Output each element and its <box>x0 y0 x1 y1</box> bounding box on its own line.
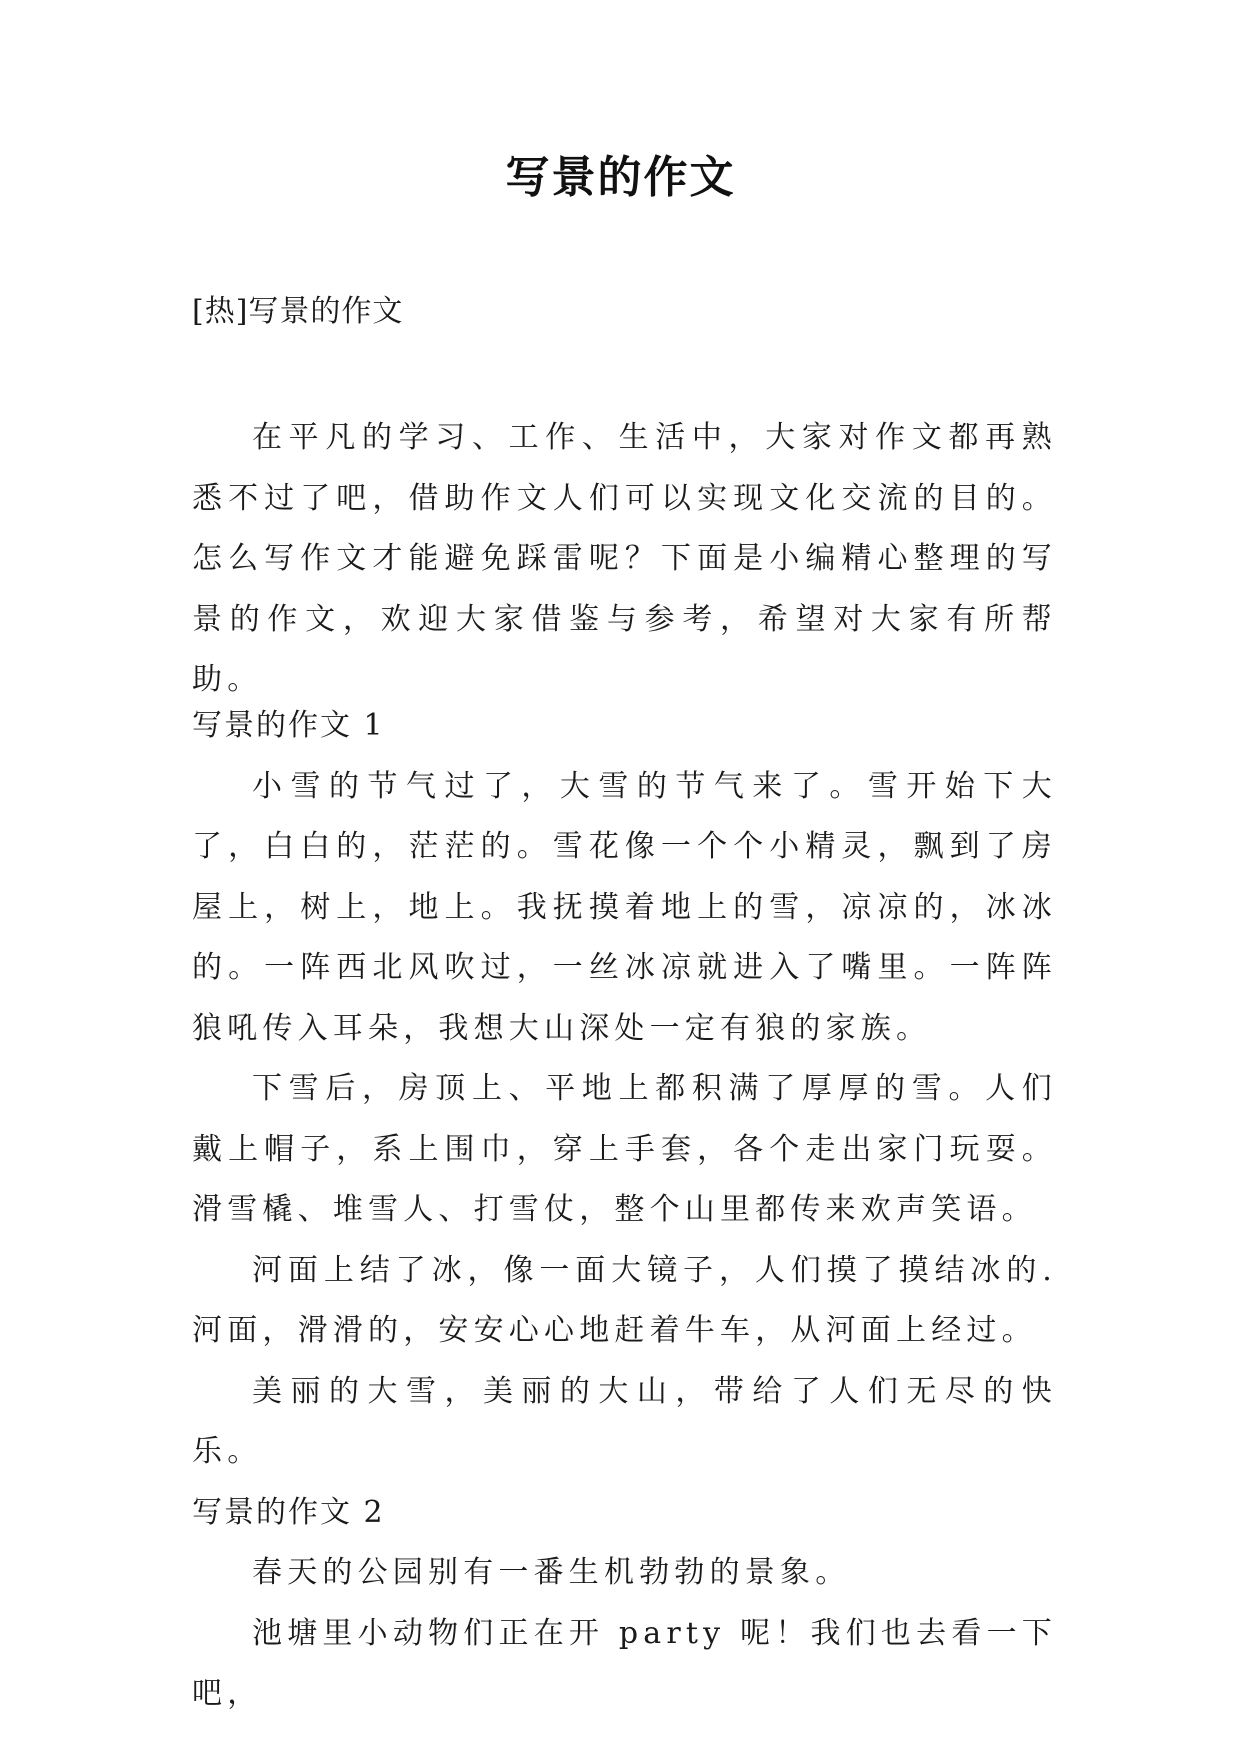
essay-2-heading: 写景的作文 2 <box>192 1494 385 1530</box>
essays-section <box>192 696 1057 1725</box>
essay-1-paragraph: 小雪的节气过了，大雪的节气来了。雪开始下大了，白白的，茫茫的。雪花像一个个小精灵，飘到了房屋上，树上，地上。我抚摸着地上的雪，凉凉的，冰冰的。一阵西北风吹过，一丝冰凉就进入了嘴里。一阵阵狼吼传入耳朵，我想大山深处一定有狼的家族。 <box>192 768 1057 1046</box>
essay-1-paragraph: 下雪后，房顶上、平地上都积满了厚厚的雪。人们戴上帽子，系上围巾，穿上手套，各个走出家门玩耍。滑雪橇、堆雪人、打雪仗，整个山里都传来欢声笑语。 <box>192 1071 1057 1227</box>
essay-1-paragraph: 美丽的大雪，美丽的大山，带给了人们无尽的快乐。 <box>192 1373 1057 1469</box>
intro-section <box>192 408 1057 711</box>
essay-2-paragraph: 春天的公园别有一番生机勃勃的景象。 <box>252 1555 851 1590</box>
document-subtitle: [热]写景的作文 <box>192 294 404 329</box>
intro-paragraph: 在平凡的学习、工作、生活中，大家对作文都再熟悉不过了吧，借助作文人们可以实现文化交流的目的。怎么写作文才能避免踩雷呢？下面是小编精心整理的写景的作文，欢迎大家借鉴与参考，希望对大家有所帮助。 <box>192 420 1057 697</box>
essay-2-paragraph: 池塘里小动物们正在开 party 呢！我们也去看一下吧， <box>192 1615 1057 1711</box>
document-title: 写景的作文 <box>505 152 736 203</box>
essay-1-heading: 写景的作文 1 <box>192 708 385 743</box>
essay-1-paragraph: 河面上结了冰，像一面大镜子，人们摸了摸结冰的.河面，滑滑的，安安心心地赶着牛车，从河面上经过。 <box>192 1252 1057 1348</box>
